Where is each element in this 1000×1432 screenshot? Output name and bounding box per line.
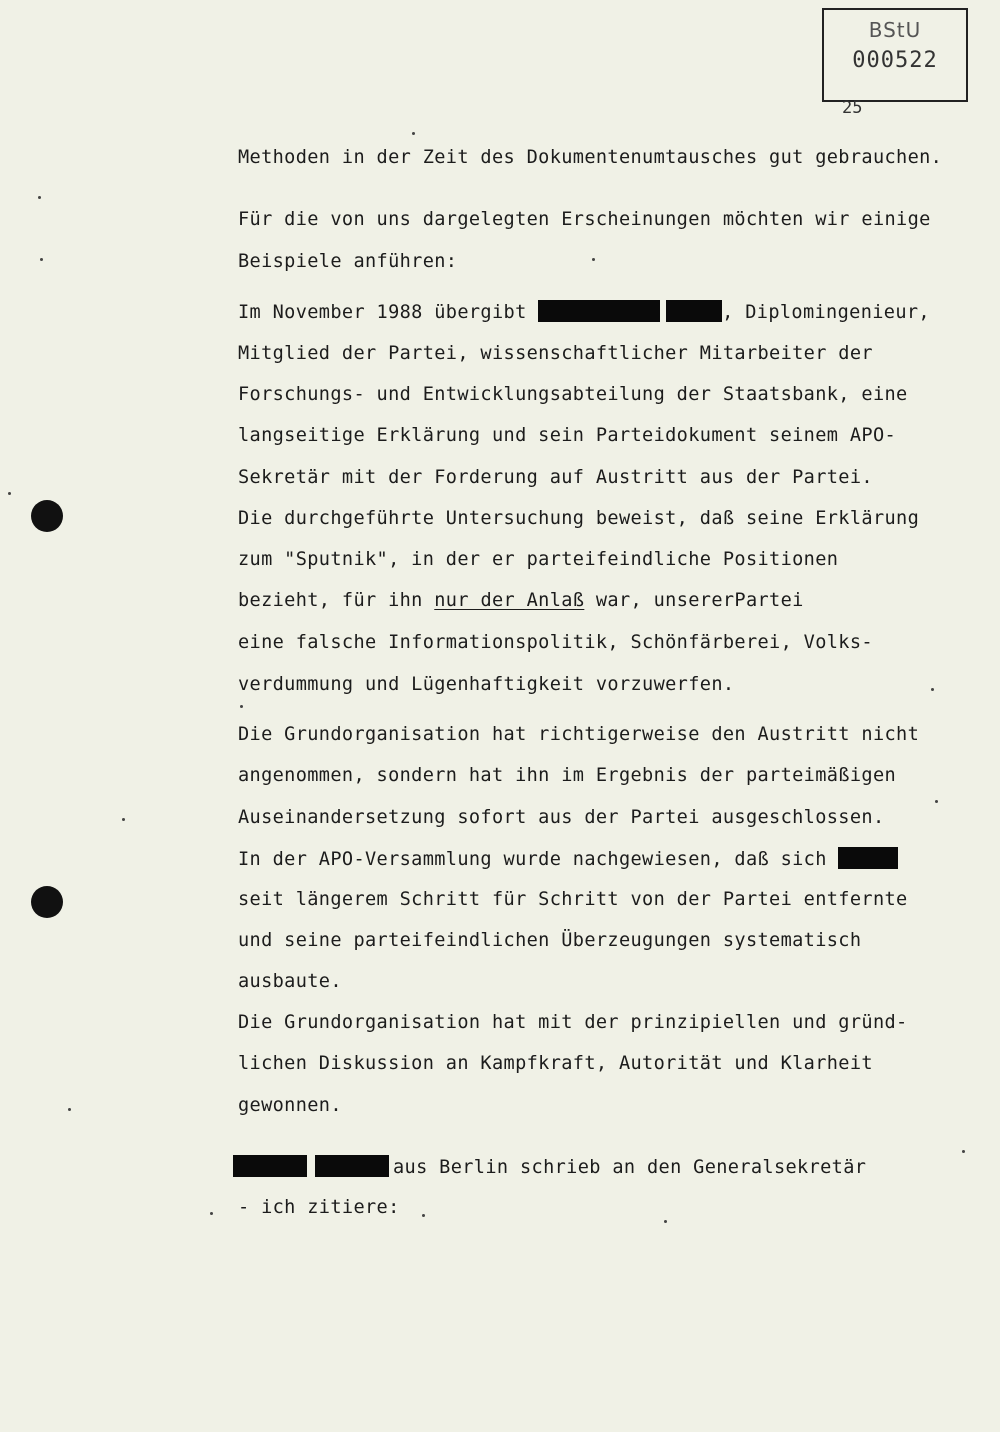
- text-line: zum "Sputnik", in der er parteifeindliche Positionen: [238, 549, 839, 570]
- text-line: [238, 847, 898, 872]
- scan-speck: [664, 1220, 667, 1223]
- underlined-text: nur der Anlaß: [434, 590, 585, 611]
- text-segment: aus Berlin schrieb an den Generalsekretär: [393, 1157, 867, 1178]
- text-line: - ich zitiere:: [238, 1197, 400, 1218]
- stamp-organization: BStU: [868, 18, 922, 42]
- text-line: lichen Diskussion an Kampfkraft, Autorität und Klarheit: [238, 1053, 873, 1074]
- text-line: Die Grundorganisation hat mit der prinzipiellen und gründ-: [238, 1012, 908, 1033]
- text-line: Auseinandersetzung sofort aus der Partei ausgeschlossen.: [238, 807, 885, 828]
- scan-speck: [68, 1108, 71, 1111]
- text-line: Die Grundorganisation hat richtigerweise den Austritt nicht: [238, 724, 920, 745]
- scan-speck: [962, 1150, 965, 1153]
- text-segment: war, unsererPartei: [584, 590, 804, 611]
- text-line: eine falsche Informationspolitik, Schönfärberei, Volks-: [238, 632, 873, 653]
- text-line: langseitige Erklärung und sein Parteidokument seinem APO-: [238, 425, 897, 446]
- scan-speck: [422, 1214, 425, 1217]
- text-line: [233, 1155, 866, 1180]
- text-line: Beispiele anführen:: [238, 251, 458, 272]
- text-line: und seine parteifeindlichen Überzeugungen systematisch: [238, 930, 862, 951]
- scan-speck: [8, 492, 11, 495]
- text-line: Forschungs- und Entwicklungsabteilung der Staatsbank, eine: [238, 384, 908, 405]
- redaction-bar: [838, 847, 898, 869]
- text-line: Für die von uns dargelegten Erscheinungen möchten wir einige: [238, 209, 931, 230]
- scan-speck: [122, 818, 125, 821]
- text-segment: Im November 1988 übergibt: [238, 302, 539, 323]
- scan-speck: [40, 258, 43, 261]
- text-line: seit längerem Schritt für Schritt von der Partei entfernte: [238, 889, 908, 910]
- text-line: Methoden in der Zeit des Dokumentenumtausches gut gebrauchen.: [238, 147, 943, 168]
- scan-speck: [210, 1212, 213, 1215]
- text-line: verdummung und Lügenhaftigkeit vorzuwerfen.: [238, 674, 735, 695]
- redaction-bar: [666, 300, 722, 322]
- scan-speck: [935, 800, 938, 803]
- scan-speck: [592, 258, 595, 261]
- punch-hole: [31, 500, 63, 532]
- redaction-bar: [538, 300, 660, 322]
- text-line: [238, 589, 804, 613]
- text-line: angenommen, sondern hat ihn im Ergebnis der parteimäßigen: [238, 765, 897, 786]
- scan-speck: [412, 132, 415, 135]
- text-line: gewonnen.: [238, 1095, 342, 1116]
- text-line: Die durchgeführte Untersuchung beweist, daß seine Erklärung: [238, 508, 920, 529]
- text-segment: , Diplomingenieur,: [722, 302, 930, 323]
- scan-speck: [38, 196, 41, 199]
- page-number: 25: [842, 98, 863, 118]
- text-line: [238, 300, 930, 325]
- scan-speck: [240, 705, 243, 708]
- stamp-page-number: 000522: [852, 48, 938, 73]
- archive-stamp: [822, 8, 968, 102]
- punch-hole: [31, 886, 63, 918]
- scan-speck: [931, 688, 934, 691]
- text-segment: In der APO-Versammlung wurde nachgewiesen, daß sich: [238, 849, 839, 870]
- text-line: ausbaute.: [238, 971, 342, 992]
- text-segment: bezieht, für ihn: [238, 590, 435, 611]
- text-line: Mitglied der Partei, wissenschaftlicher Mitarbeiter der: [238, 343, 873, 364]
- text-line: Sekretär mit der Forderung auf Austritt aus der Partei.: [238, 467, 873, 488]
- redaction-bar: [233, 1155, 307, 1177]
- redaction-bar: [315, 1155, 389, 1177]
